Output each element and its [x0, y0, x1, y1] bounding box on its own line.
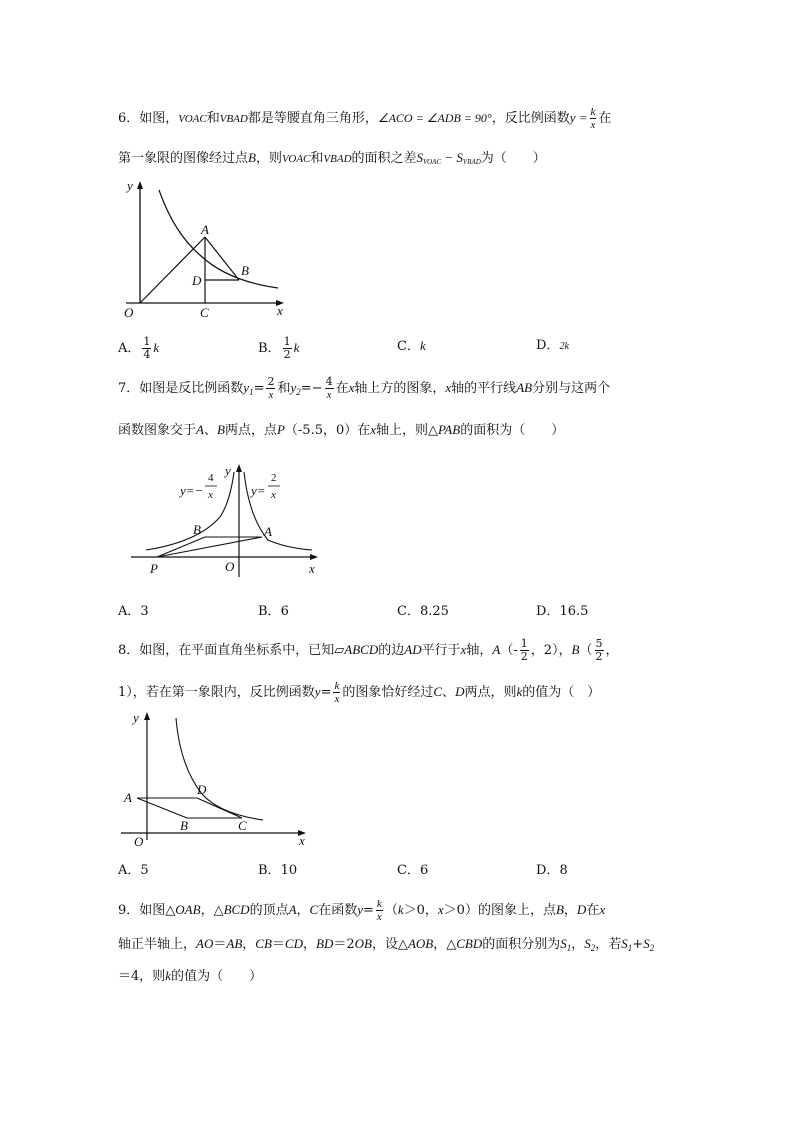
q7-y-arrow: [236, 464, 242, 472]
q8-curve: [176, 718, 263, 820]
q7-left-den: x: [208, 489, 213, 501]
q7-PA: [157, 537, 262, 557]
q6-label-y: y: [127, 178, 133, 193]
q8-DC: [197, 798, 242, 818]
q7-option-a[interactable]: A．3: [118, 604, 149, 619]
q7-label-B: B: [193, 522, 201, 537]
q7-line2: 函数图象交于A、B两点，点P（-5.5，0）在x轴上，则△PAB的面积为（ ）: [118, 422, 565, 438]
q7-left-eq: y=−: [180, 483, 204, 498]
q7-figure: [128, 462, 328, 582]
q9-line3: ＝4，则k的值为（ ）: [118, 968, 263, 984]
q6-line2: 第一象限的图像经过点B，则VOAC和VBAD的面积之差SVOAC − SVBAD为（ ）: [118, 150, 546, 166]
q6-k-over-x: $\frac{k}{x}$: [590, 106, 596, 131]
q8-line2: 1），若在第一象限内，反比例函数y= $\frac{k}{x}$ 的图象恰好经过C、D两点，则k的值为（ ）: [118, 680, 601, 705]
q7-right-num: 2: [271, 472, 277, 484]
q6-option-d[interactable]: D．2k: [536, 338, 569, 353]
q6-label-A: A: [201, 222, 209, 237]
q7-label-x: x: [309, 561, 315, 576]
q8-label-B: B: [180, 818, 188, 833]
q8-label-D: D: [197, 782, 207, 797]
q8-number: 8．: [118, 643, 140, 658]
q8-label-x: x: [299, 833, 305, 848]
q7-option-c[interactable]: C．8.25: [397, 604, 449, 619]
q8-label-C: C: [238, 818, 247, 833]
q6-OA: [140, 237, 205, 303]
q8-option-a[interactable]: A．5: [118, 863, 149, 878]
q8-option-c[interactable]: C．6: [397, 863, 429, 878]
q8-figure: [118, 706, 318, 849]
q6-AB: [205, 237, 239, 280]
q8-option-b[interactable]: B．10: [258, 863, 298, 878]
q6-y-arrow: [137, 181, 143, 189]
q7-right-eq: y=: [251, 483, 266, 498]
q8-AB: [137, 798, 187, 818]
q7-option-d[interactable]: D．16.5: [536, 604, 589, 619]
q6-label-C: C: [200, 305, 209, 320]
q9-number: 9．: [118, 903, 140, 918]
q8-label-A: A: [124, 790, 132, 805]
q6-number: 6．: [118, 111, 140, 126]
q8-label-O: O: [134, 834, 144, 849]
q7-line1: 7．如图是反比例函数$y_1=$ $\frac{2}{x}$ 和$y_2=-$ $\frac{4}{x}$ 在x轴上方的图象，x轴的平行线AB分别与这两个: [118, 375, 611, 401]
q6-figure: [118, 178, 288, 318]
q6-option-c[interactable]: C．k: [397, 338, 426, 354]
q6-option-a[interactable]: A． $\frac{1}{4}$ k: [118, 335, 160, 361]
q7-left-num: 4: [208, 472, 214, 484]
q8-option-d[interactable]: D．8: [536, 863, 568, 878]
q9-line2: 轴正半轴上，AO＝AB，CB＝CD，BD＝2OB，设△AOB，△CBD的面积分别为$S_1$，$S_2$，若$S_1+S_2$: [118, 936, 655, 953]
q6-label-O: O: [124, 305, 134, 320]
q6-line1: 6．如图，VOAC和VBAD都是等腰直角三角形，∠ACO = ∠ADB = 90°，反比例函数y = $\frac{k}{x}$ 在: [118, 106, 612, 131]
q6-option-b[interactable]: B． $\frac{1}{2}$ k: [258, 335, 300, 361]
q7-label-y: y: [225, 463, 231, 478]
q7-number: 7．: [118, 381, 140, 396]
q9-line1: 9．如图△OAB，△BCD的顶点A，C在函数y= $\frac{k}{x}$ （k＞0，x＞0）的图象上，点B，D在x: [118, 898, 606, 923]
q8-y-arrow: [144, 712, 150, 720]
q8-label-y: y: [133, 710, 139, 725]
q7-label-A: A: [264, 524, 272, 539]
q7-label-P: P: [150, 561, 158, 576]
q7-option-b[interactable]: B．6: [258, 604, 289, 619]
q6-curve: [159, 190, 278, 288]
q8-line1: 8．如图，在平面直角坐标系中，已知▱ABCD的边AD平行于x轴，A（- $\frac{1}{2}$ ，2），B（ $\frac{5}{2}$ ，: [118, 637, 619, 663]
q6-label-D: D: [192, 273, 202, 288]
q6-label-B: B: [241, 263, 249, 278]
q7-x-arrow: [310, 554, 318, 560]
q7-label-O: O: [225, 559, 235, 574]
q7-right-den: x: [271, 489, 276, 501]
q6-label-x: x: [277, 303, 283, 318]
